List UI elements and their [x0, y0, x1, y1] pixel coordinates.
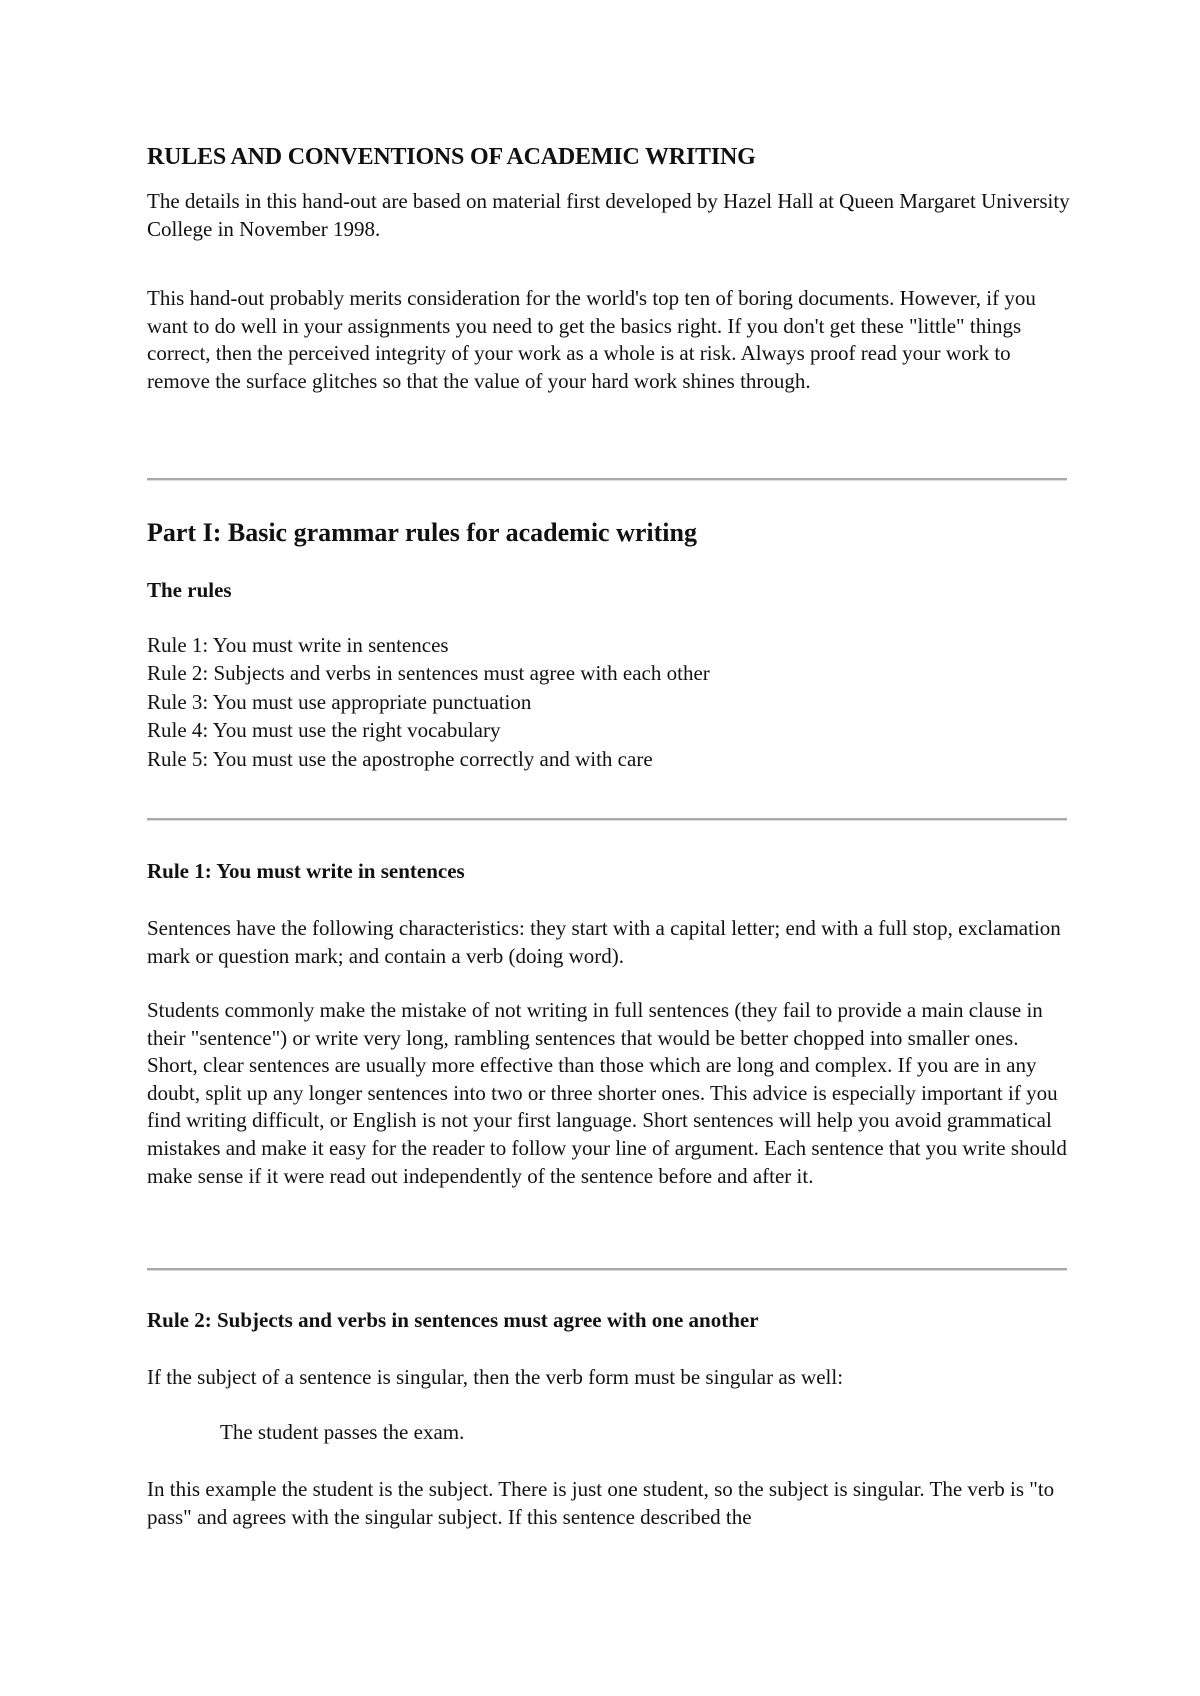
rule2-example: The student passes the exam. [220, 1420, 465, 1444]
document-title: RULES AND CONVENTIONS OF ACADEMIC WRITING [147, 144, 756, 170]
rules-list-item: Rule 5: You must use the apostrophe correctly and with care [147, 746, 653, 771]
rules-list-item: Rule 1: You must write in sentences [147, 633, 449, 657]
rules-subheading: The rules [147, 578, 232, 602]
section-divider [147, 478, 1067, 481]
rule1-paragraph-1: Sentences have the following characteristics: they start with a capital letter; end with a full stop, exclamation mark or question mark; and contain a verb (doing word). [147, 916, 1061, 968]
rules-list [147, 631, 710, 773]
section-divider [147, 1268, 1067, 1271]
rules-list-item: Rule 3: You must use appropriate punctuation [147, 689, 532, 714]
part-heading: Part I: Basic grammar rules for academic writing [147, 518, 697, 547]
rule2-paragraph-2: In this example the student is the subject. There is just one student, so the subject is singular. The verb is "to pass" and agrees with the singular subject. If this sentence described the [147, 1477, 1055, 1529]
rule1-heading: Rule 1: You must write in sentences [147, 859, 465, 883]
intro-paragraph-1: The details in this hand-out are based on material first developed by Hazel Hall at Queen Margaret University College in November 1998. [147, 189, 1070, 241]
rule2-heading: Rule 2: Subjects and verbs in sentences must agree with one another [147, 1308, 759, 1332]
rule1-paragraph-2: Students commonly make the mistake of not writing in full sentences (they fail to provide a main clause in their "sentence") or write very long, rambling sentences that would be better chopped into smaller ones. Short, clear sentences are usually more effective than those which are long and complex. If you are in any doubt, split up any longer sentences into two or three shorter ones. This advice is especially important if you find writing difficult, or English is not your first language. Short sentences will help you avoid grammatical mistakes and make it easy for the reader to follow your line of argument. Each sentence that you write should make sense if it were read out independently of the sentence before and after it. [147, 998, 1067, 1188]
rule2-paragraph-1: If the subject of a sentence is singular, then the verb form must be singular as well: [147, 1365, 844, 1389]
section-divider [147, 818, 1067, 821]
rules-list-item: Rule 2: Subjects and verbs in sentences must agree with each other [147, 661, 710, 686]
rules-list-item: Rule 4: You must use the right vocabulary [147, 718, 501, 743]
intro-paragraph-2: This hand-out probably merits consideration for the world's top ten of boring documents. However, if you want to do well in your assignments you need to get the basics right. If you don't get these "little" things correct, then the perceived integrity of your work as a whole is at risk. Always proof read your work to remove the surface glitches so that the value of your hard work shines through. [147, 286, 1036, 393]
